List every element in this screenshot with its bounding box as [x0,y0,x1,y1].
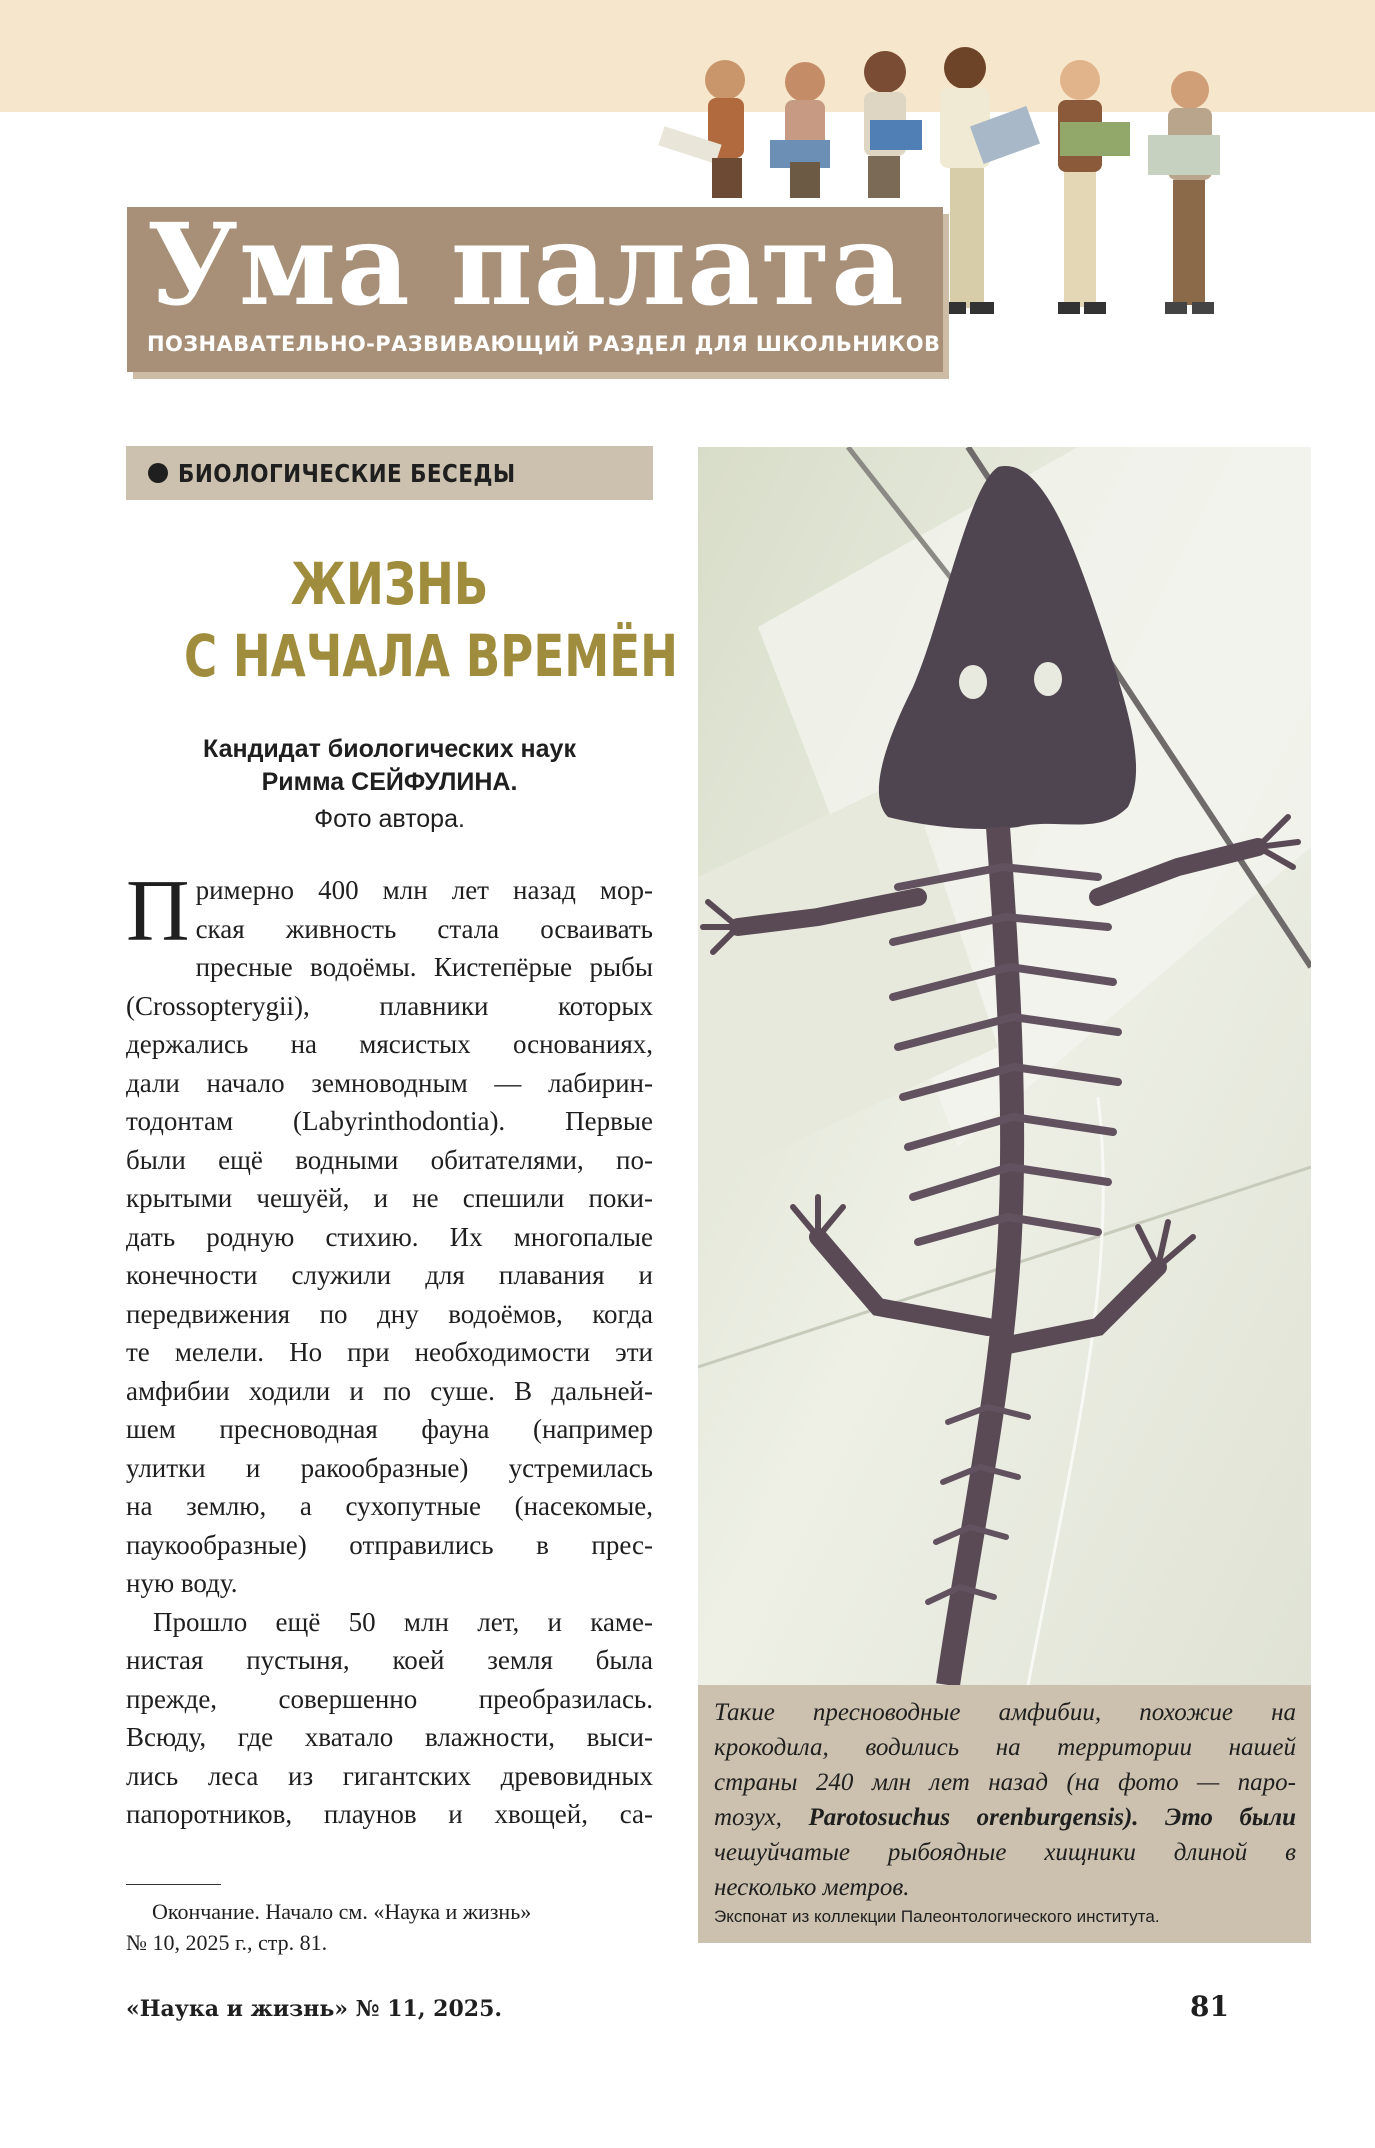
photo-credit: Фото автора. [314,805,465,833]
caption-text: тозух, [714,1804,809,1831]
footnote-divider [126,1884,221,1885]
text-line: пресные водоёмы. Кистепёрые рыбы [195,952,653,982]
caption-line [714,1800,1296,1835]
text-line: нистая пустыня, коей земля была [126,1645,653,1675]
section-header [127,200,943,372]
text-line: крытыми чешуёй, и не спешили поки- [126,1183,653,1213]
caption-line: несколько метров. [714,1874,910,1901]
page-number: 81 [1190,1990,1229,2023]
dropcap: П [126,863,190,960]
footnote-line: Окончание. Начало см. «Наука и жизнь» [152,1899,532,1924]
caption-line: Такие пресноводные амфибии, похожие на [714,1699,1296,1726]
author-name: Римма СЕЙФУЛИНА. [261,768,518,796]
kid-figure [658,60,745,164]
text-line: те мелели. Но при необходимости эти [126,1337,653,1367]
text-line: прежде, совершенно преобразилась. [126,1683,653,1714]
section-title: Ума палата [147,200,905,331]
photo-caption [714,1695,1296,1905]
caption-line: крокодила, водились на территории нашей [714,1734,1296,1761]
photo-caption-box [698,1685,1311,1943]
text-line: дали начало земноводным — лабирин- [126,1067,653,1098]
text-line: тодонтам (Labyrinthodontia). Первые [126,1106,653,1136]
text-line: держались на мясистых основаниях, [126,1029,653,1059]
article-title-line: ЖИЗНЬ [290,550,489,618]
amphibian-skeleton-image [698,447,1311,1685]
text-line: на землю, а сухопутные (насекомые, [126,1491,653,1521]
author-degree: Кандидат биологических наук [203,735,576,763]
rubric-label: БИОЛОГИЧЕСКИЕ БЕСЕДЫ [178,458,516,488]
paragraph-2 [126,1603,653,1642]
text-line: паукообразные) отправились в прес- [126,1529,653,1560]
text-line: ская живность стала осваивать [195,913,653,944]
caption-line: страны 240 млн лет назад (на фото — паро- [714,1769,1296,1796]
article-author [126,733,653,799]
article-title [126,548,679,692]
text-line: (Crossopterygii), плавники которых [126,990,653,1021]
text-line: улитки и ракообразные) устремилась [126,1452,653,1483]
text-line: шем пресноводная фауна (например [126,1414,653,1444]
bullet-icon [148,463,168,483]
text-line: были ещё водными обитателями, по- [126,1144,653,1175]
footnote-line: № 10, 2025 г., стр. 81. [126,1930,328,1955]
section-subtitle: ПОЗНАВАТЕЛЬНО-РАЗВИВАЮЩИЙ РАЗДЕЛ ДЛЯ ШКОЛЬНИКОВ [147,332,941,356]
text-line: дать родную стихию. Их многопалые [126,1221,653,1252]
text-line: амфибии ходили и по суше. В дальней- [126,1375,653,1406]
skeleton-photo [698,447,1311,1685]
text-line: передвижения по дну водоёмов, когда [126,1298,653,1329]
rubric-bar [126,446,653,500]
text-line: Прошло ещё 50 млн лет, и каме- [153,1606,653,1637]
species-name: Parotosuchus orenburgensis). Это были [808,1804,1297,1831]
text-line: папоротников, плаунов и хвощей, са- [126,1799,653,1829]
text-line: Всюду, где хватало влажности, выси- [126,1722,653,1752]
paragraph-2-cont [126,1641,653,1834]
article-body [126,863,653,1834]
text-line: лись леса из гигантских древовидных [126,1760,653,1791]
article-title-line: С НАЧАЛА ВРЕМЁН [183,622,679,690]
text-line: римерно 400 млн лет назад мор- [195,875,653,905]
caption-credit: Экспонат из коллекции Палеонтологического института. [714,1907,1160,1926]
journal-issue: «Наука и жизнь» № 11, 2025. [126,1996,503,2022]
paragraph-1 [126,863,653,1603]
text-line: ную воду. [126,1568,238,1598]
text-line: конечности служили для плавания и [126,1260,653,1290]
caption-line: чешуйчатые рыбоядные хищники длиной в [714,1839,1296,1866]
footnote [126,1896,653,1958]
